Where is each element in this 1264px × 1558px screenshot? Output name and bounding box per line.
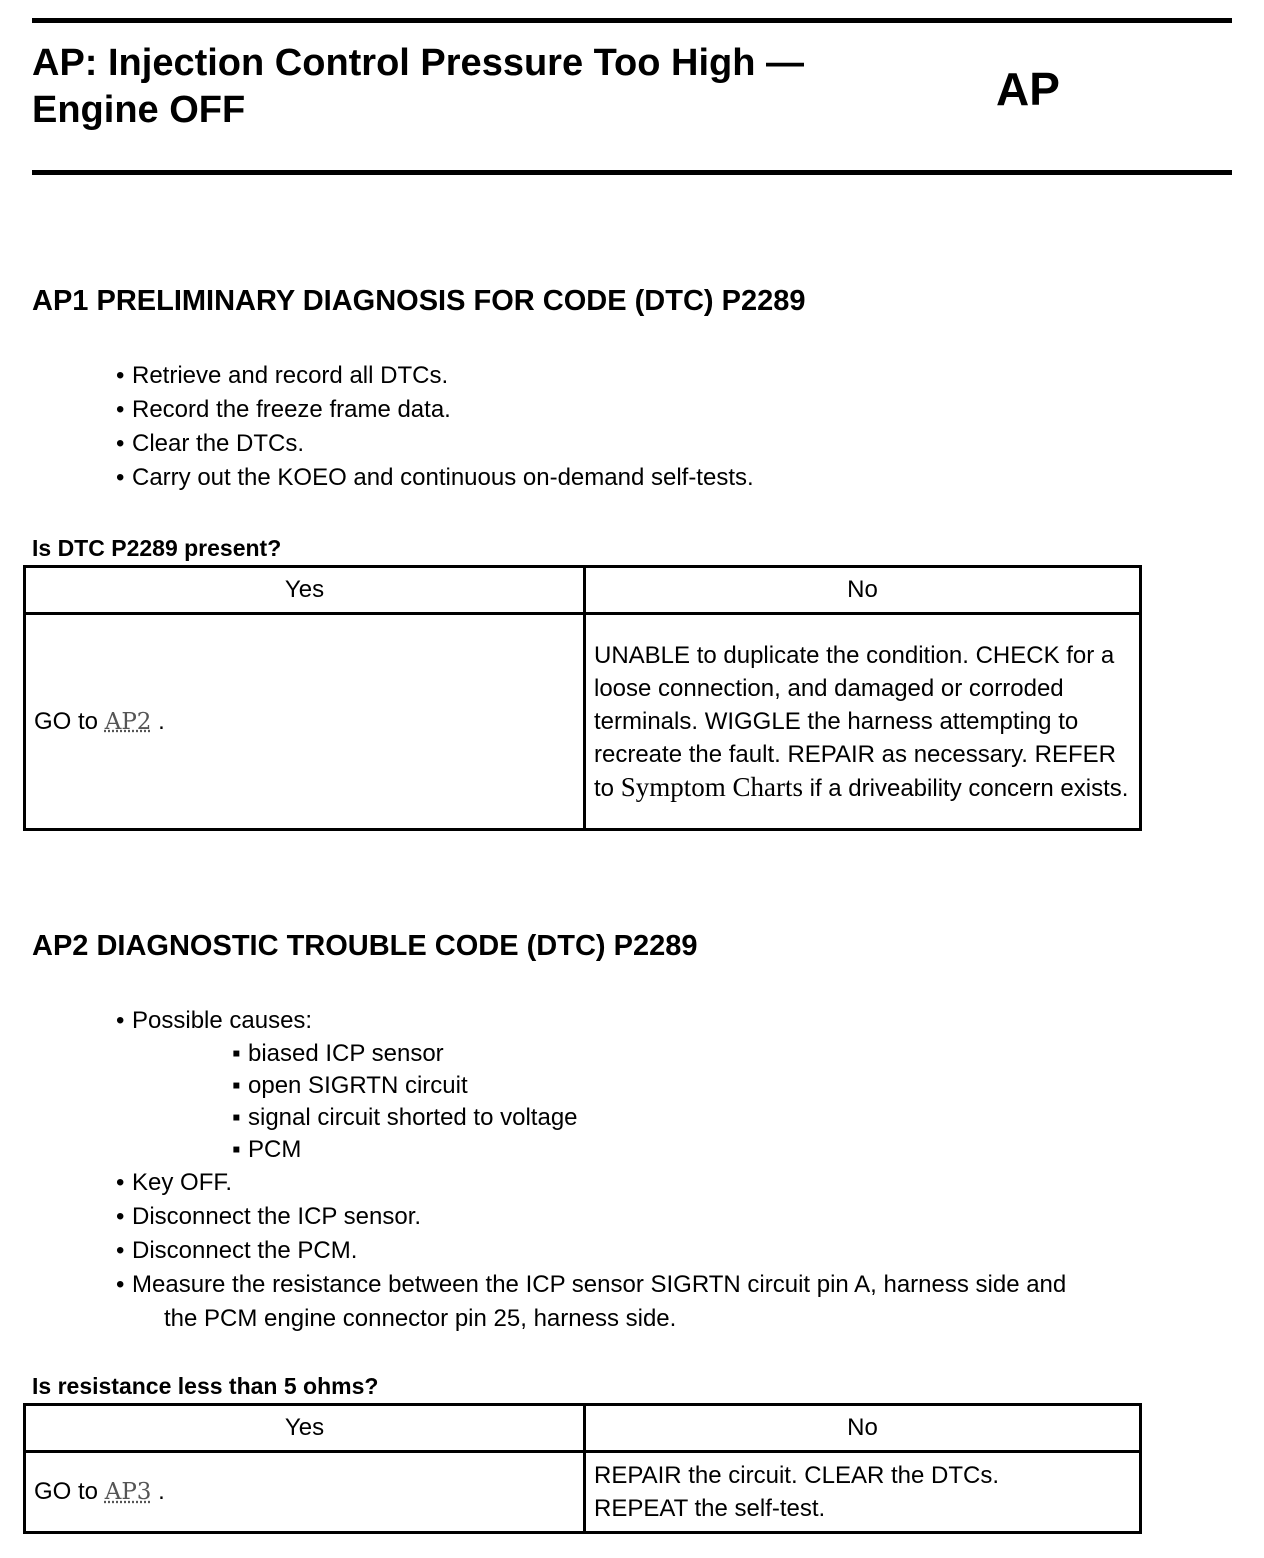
ap2-link[interactable]: AP2 [104,708,152,735]
yes-prefix: GO to [34,1478,99,1505]
list-item: • Record the freeze frame data. [116,393,754,427]
table-row [25,614,1141,830]
no-text-2: if a driveability concern exists. [809,774,1129,802]
yes-header: Yes [25,1405,585,1452]
list-item: • Clear the DTCs. [116,427,754,461]
no-line1: REPAIR the circuit. CLEAR the DTCs. [594,1462,999,1489]
list-item: ▪ PCM [232,1134,1066,1166]
ap2-step-list [116,1004,1066,1336]
ap1-question: Is DTC P2289 present? [32,535,282,561]
yes-suffix: . [158,707,165,735]
ap3-link[interactable]: AP3 [104,1479,152,1505]
list-item [116,1268,1066,1336]
table-row [25,1452,1141,1533]
list-item: • Disconnect the ICP sensor. [116,1200,1066,1234]
ap2-title: AP2 DIAGNOSTIC TROUBLE CODE (DTC) P2289 [32,930,698,962]
list-item: • Retrieve and record all DTCs. [116,359,754,393]
list-item: • Disconnect the PCM. [116,1234,1066,1268]
yes-header: Yes [25,567,585,614]
no-line2: REPEAT the self-test. [594,1495,826,1522]
ap2-answer-table [23,1403,1142,1534]
table-header-row [25,567,1141,614]
symptom-charts-link[interactable]: Symptom Charts [620,771,803,802]
list-item: ▪ biased ICP sensor [232,1038,1066,1070]
yes-prefix: GO to [34,707,99,735]
ap1-answer-table [23,565,1142,831]
list-item: • Key OFF. [116,1166,1066,1200]
no-header: No [585,1405,1141,1452]
yes-cell [25,614,585,830]
ap1-title: AP1 PRELIMINARY DIAGNOSIS FOR CODE (DTC) P2289 [32,285,806,317]
causes-list [132,1038,1066,1166]
page-title-line2: Engine OFF [32,89,246,131]
measure-line2: the PCM engine connector pin 25, harness side. [164,1305,677,1332]
no-cell [585,1452,1141,1533]
list-item: ▪ signal circuit shorted to voltage [232,1102,1066,1134]
list-item: • Carry out the KOEO and continuous on-demand self-tests. [116,461,754,495]
header-bottom-rule [32,170,1232,175]
ap1-step-list [116,359,754,495]
page-title-line1: AP: Injection Control Pressure Too High — [32,42,805,84]
page-title [32,40,932,134]
table-header-row [25,1405,1141,1452]
list-item [116,1004,1066,1166]
measure-line1: Measure the resistance between the ICP sensor SIGRTN circuit pin A, harness side and [132,1271,1067,1298]
yes-suffix: . [158,1478,165,1505]
no-cell [585,614,1141,830]
ap2-question: Is resistance less than 5 ohms? [32,1373,379,1399]
no-text-1: UNABLE to duplicate the condition. CHECK for a loose connection, and damaged or corroded terminals. WIGGLE the harness attempting to recreate the fault. REPAIR as necessary. REFER to [594,641,1116,802]
list-item: ▪ open SIGRTN circuit [232,1070,1066,1102]
causes-label: Possible causes: [132,1007,313,1034]
section-code-badge: AP [996,63,1060,115]
yes-cell [25,1452,585,1533]
no-header: No [585,567,1141,614]
top-rule [32,18,1232,23]
